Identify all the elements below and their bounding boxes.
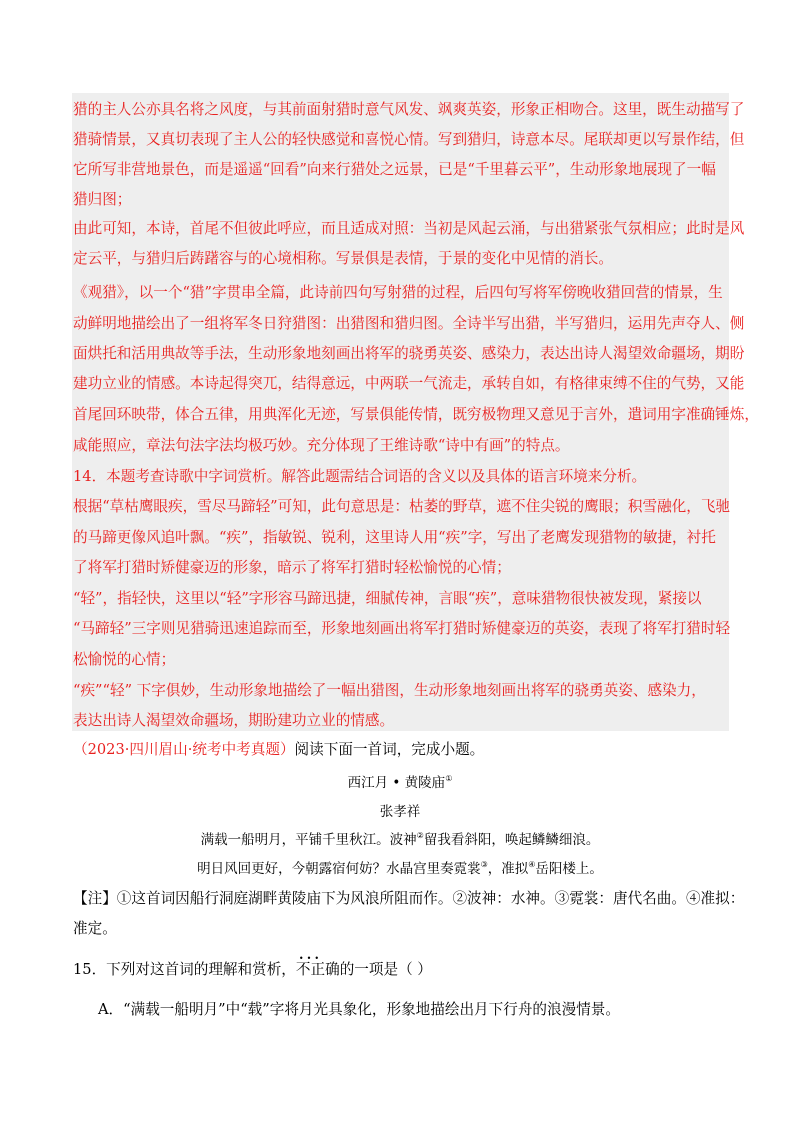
poem-text: 满载一船明月，平铺千里秋江。波神 (200, 832, 417, 848)
answer-line: 咸能照应，章法句法字法均极巧妙。充分体现了王维诗歌“诗中有画”的特点。 (73, 437, 570, 454)
poem-text: 留我看斜阳，唤起鳞鳞细浪。 (423, 832, 600, 848)
answer-line: 的马蹄更像风追叶飘。“疾”，指敏锐、锐利，这里诗人用“疾”字，写出了老鹰发现猎物的敏捷，衬托 (73, 529, 716, 546)
footnote-marker: ③ (480, 860, 488, 869)
answer-line: 动鲜明地描绘出了一组将军冬日狩猎图：出猎图和猎归图。全诗半写出猎，半写猎归，运用先声夺人、侧 (73, 315, 745, 332)
answer-line: 建功立业的情感。本诗起得突兀，结得意远，中两联一气流走，承转自如，有格律束缚不住的气势，又能 (73, 375, 745, 392)
footnote-marker: ① (445, 774, 453, 783)
question-text: 的一项是（ ） (339, 961, 432, 978)
poem-line-2 (0, 859, 800, 879)
emphasis-text: ••• 不正确 (296, 960, 340, 980)
poem-text: 岳阳楼上。 (535, 861, 603, 877)
poem-text: ，准拟 (487, 861, 529, 877)
poem-text: 明日风回更好，今朝露宿何妨？水晶宫里奏霓裳 (197, 861, 481, 877)
intro-text: 阅读下面一首词，完成小题。 (294, 741, 485, 758)
annotation-line: 【注】①这首词因船行洞庭湖畔黄陵庙下为风浪所阻而作。②波神：水神。③霓裳：唐代名曲。④准拟： (73, 890, 745, 907)
answer-line: 定云平，与猎归后踌躇容与的心境相称。写景俱是表情，于景的变化中见情的消长。 (73, 250, 613, 267)
footnote-marker: ② (416, 831, 424, 840)
poem-line-1 (0, 830, 800, 850)
source-tag: （2023·四川眉山·统考中考真题） (73, 741, 295, 758)
question-intro (73, 740, 484, 760)
answer-line: 猎的主人公亦具名将之风度，与其前面射猎时意气风发、飒爽英姿，形象正相吻合。这里，既生动描写了 (73, 101, 745, 118)
poem-title-text: 西江月 • 黄陵庙 (347, 775, 446, 791)
answer-line: 表达出诗人渴望效命疆场，期盼建功立业的情感。 (73, 712, 395, 729)
answer-line: 它所写非营地景色，而是遥遥“回看”向来行猎处之远景，已是“千里暮云平”，生动形象地展现了一幅 (73, 161, 716, 178)
annotation-line: 准定。 (73, 920, 117, 937)
answer-line: “马蹄轻”三字则见猎骑迅速追踪而至，形象地刻画出将军打猎时矫健豪迈的英姿，表现了将军打猎时轻 (73, 620, 731, 637)
answer-line: 松愉悦的心情； (73, 651, 176, 668)
answer-line: 猎骑情景，又真切表现了主人公的轻快感觉和喜悦心情。写到猎归，诗意本尽。尾联却更以写景作结，但 (73, 131, 745, 148)
question-text: 15．下列对这首词的理解和赏析， (73, 961, 296, 978)
poem-author: 张孝祥 (379, 804, 421, 820)
poem-title (0, 773, 800, 793)
answer-line: 了将军打猎时矫健豪迈的形象，暗示了将军打猎时轻松愉悦的心情； (73, 559, 511, 576)
option-a: A．“满载一船明月”中“载”字将月光具象化，形象地描绘出月下行舟的浪漫情景。 (98, 1001, 620, 1018)
answer-line: 根据“草枯鹰眼疾，雪尽马蹄轻”可知，此句意思是：枯萎的野草，遮不住尖锐的鹰眼；积雪融化，飞驰 (73, 498, 731, 515)
answer-line: 猎归图； (73, 191, 132, 208)
answer-line: “疾”“轻” 下字俱妙，生动形象地描绘了一幅出猎图，生动形象地刻画出将军的骁勇英姿、感染力， (73, 682, 706, 699)
answer-line: 《观猎》，以一个“猎”字贯串全篇，此诗前四句写射猎的过程，后四句写将军傍晚收猎回营的情景，生 (73, 284, 723, 301)
answer-line: 首尾回环映带，体合五律，用典浑化无迹，写景俱能传情，既穷极物理又意见于言外，遣词用字准确锤炼， (73, 406, 759, 423)
answer-line: 由此可知，本诗，首尾不但彼此呼应，而且适成对照：当初是风起云涌，与出猎紧张气氛相应；此时是风 (73, 220, 745, 237)
footnote-marker: ④ (528, 860, 536, 869)
answer-line: “轻”，指轻快，这里以“轻”字形容马蹄迅捷，细腻传神，言眼“疾”，意味猎物很快被发现，紧接以 (73, 590, 702, 607)
question-15 (73, 960, 432, 980)
answer-line: 14．本题考查诗歌中字词赏析。解答此题需结合词语的含义以及具体的语言环境来分析。 (73, 468, 647, 485)
answer-line: 面烘托和活用典故等手法，生动形象地刻画出将军的骁勇英姿、感染力，表达出诗人渴望效命疆场，期盼 (73, 345, 745, 362)
